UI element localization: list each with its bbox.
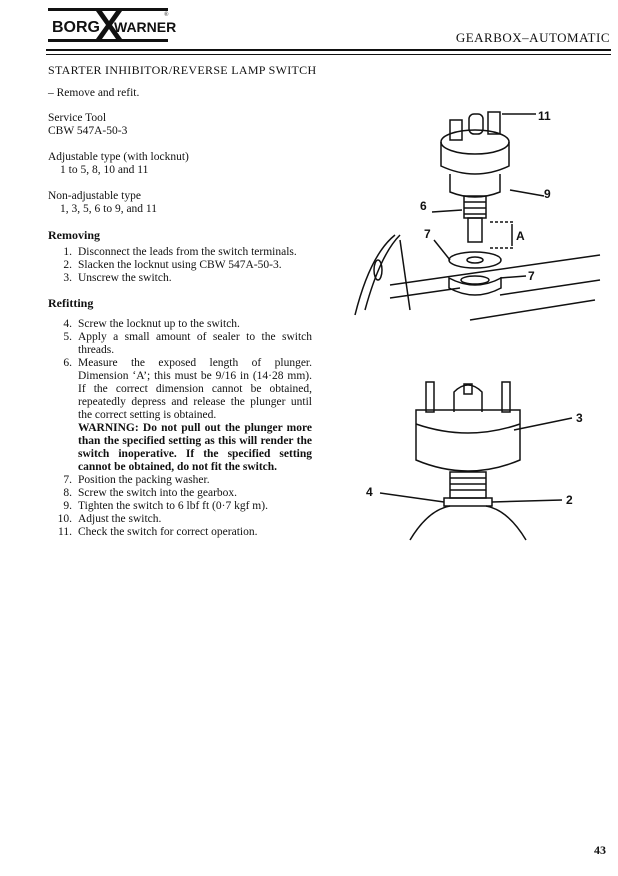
list-item [48, 318, 312, 331]
list-item [48, 526, 312, 539]
callout-9: 9 [544, 187, 551, 201]
step-number: 3. [63, 272, 72, 284]
list-item [48, 272, 312, 285]
step-text: Unscrew the switch. [78, 272, 172, 284]
list-item [48, 246, 312, 259]
step-number: 5. [63, 331, 72, 343]
step-6-text: Measure the exposed length of plunger. Dimension ‘A’; this must be 9/16 in (14·28 mm). If the correct dimension cannot be obtained, repeatedly depress and release the plunger until the correct setting is obtained. [78, 357, 312, 421]
callout-7-top: 7 [424, 227, 431, 241]
switch-illustration [350, 100, 610, 560]
step-number: 1. [63, 246, 72, 258]
refitting-steps [48, 318, 312, 539]
adjustable-switch-drawing [355, 112, 600, 320]
service-tool-label: Service Tool [48, 112, 107, 124]
step-text [78, 357, 312, 474]
step-text: Screw the switch into the gearbox. [78, 487, 238, 499]
removing-heading: Removing [48, 228, 100, 242]
non-adjustable-type-label: Non-adjustable type [48, 190, 141, 202]
step-text: Adjust the switch. [78, 513, 162, 525]
page-number: 43 [594, 843, 606, 857]
non-adjustable-type-block [48, 190, 157, 216]
step-text: Tighten the switch to 6 lbf ft (0·7 kgf m). [78, 500, 268, 512]
header-title: GEARBOX–AUTOMATIC [455, 30, 610, 45]
adjustable-type-value: 1 to 5, 8, 10 and 11 [60, 164, 149, 176]
callout-11: 11 [538, 109, 551, 123]
list-item [48, 357, 312, 474]
list-item [48, 259, 312, 272]
svg-text:®: ® [164, 12, 169, 18]
callout-4: 4 [366, 485, 373, 499]
header-divider-thin [46, 54, 611, 55]
borg-warner-logo [48, 8, 177, 44]
remove-refit-text: – Remove and refit. [48, 87, 140, 99]
list-item [48, 500, 312, 513]
step-number: 10. [57, 513, 72, 525]
callout-a: A [516, 229, 525, 243]
list-item [48, 487, 312, 500]
warning-text: WARNING: Do not pull out the plunger more than the specified setting as this will render the switch inoperative. If the specified setting cannot be obtained, do not fit the switch. [78, 422, 312, 473]
step-text: Check the switch for correct operation. [78, 526, 258, 538]
list-item [48, 331, 312, 357]
list-item [48, 513, 312, 526]
step-text: Position the packing washer. [78, 474, 210, 486]
svg-text:BORG: BORG [52, 19, 100, 36]
step-text: Disconnect the leads from the switch terminals. [78, 246, 297, 258]
callout-6: 6 [420, 199, 427, 213]
refitting-heading: Refitting [48, 296, 94, 310]
adjustable-type-block [48, 151, 189, 177]
callout-7-bottom: 7 [528, 269, 535, 283]
section-title: STARTER INHIBITOR/REVERSE LAMP SWITCH [48, 63, 317, 77]
step-number: 8. [63, 487, 72, 499]
non-adjustable-switch-drawing [380, 382, 572, 540]
step-number: 2. [63, 259, 72, 271]
service-tool-value: CBW 547A-50-3 [48, 125, 128, 137]
step-number: 11. [58, 526, 72, 538]
step-number: 9. [63, 500, 72, 512]
non-adjustable-type-value: 1, 3, 5, 6 to 9, and 11 [60, 203, 157, 215]
service-tool-block [48, 112, 127, 138]
step-number: 7. [63, 474, 72, 486]
list-item [48, 474, 312, 487]
removing-steps [48, 246, 312, 285]
step-number: 4. [63, 318, 72, 330]
adjustable-type-label: Adjustable type (with locknut) [48, 151, 189, 163]
callout-3: 3 [576, 411, 583, 425]
svg-text:WARNER: WARNER [114, 19, 177, 35]
step-text: Slacken the locknut using CBW 547A-50-3. [78, 259, 282, 271]
header-divider [46, 49, 611, 51]
step-number: 6. [63, 357, 72, 369]
callout-2: 2 [566, 493, 573, 507]
step-text: Screw the locknut up to the switch. [78, 318, 240, 330]
step-text: Apply a small amount of sealer to the switch threads. [78, 331, 312, 356]
